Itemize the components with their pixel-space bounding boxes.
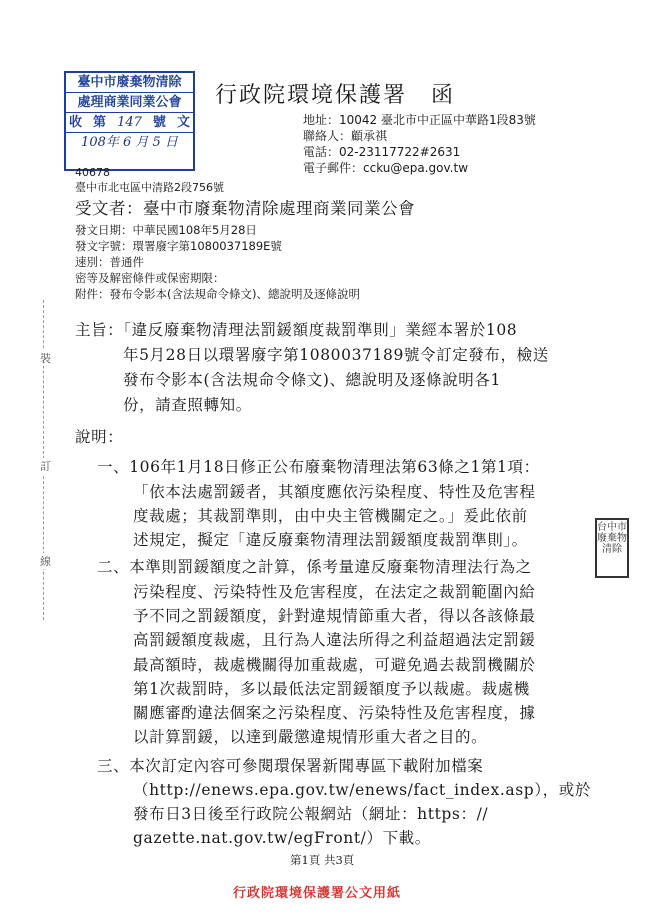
receipt-stamp (64, 71, 195, 171)
stamp-org-line2: 處理商業同業公會 (66, 93, 193, 113)
binding-mark: 線 (40, 555, 51, 568)
explanation-item3-line: （http://enews.epa.gov.tw/enews/fact_index.asp），或於 (133, 781, 591, 799)
recipient: 受文者：臺中市廢棄物清除處理商業同業公會 (75, 199, 415, 218)
binding-mark: 訂 (40, 460, 51, 473)
explanation-item3-line: gazette.nat.gov.tw/egFront/）下載。 (133, 829, 431, 847)
explanation-item2-line: 第1次裁罰時，多以最低法定罰鍰額度予以裁處。裁處機 (133, 680, 530, 698)
explanation-item2-line: 最高額時，裁處機關得加重裁處，可避免過去裁罰機關於 (133, 656, 536, 674)
stamp-handwritten-date: 108年 6 月 5 日 (81, 135, 178, 150)
contact-person: 聯絡人：顧承祺 (303, 129, 388, 143)
delivery-speed: 速別：普通件 (75, 255, 144, 269)
mailing-address: 臺中市北屯區中清路2段756號 (75, 181, 224, 194)
perforation-seal: 台中市廢棄物清除 (595, 518, 629, 578)
explanation-item3-line: 三、本次訂定內容可參閱環保署新聞專區下載附加檔案 (97, 757, 484, 775)
explanation-item2-line: 關應審酌違法個案之污染程度、污染特性及危害程度，據 (133, 704, 536, 722)
explanation-item2-line: 污染程度、污染特性及危害程度，在法定之裁罰範圍內給 (133, 583, 536, 601)
explanation-item1-line: 述規定，擬定「違反廢棄物清理法罰鍰額度裁罰準則」。 (133, 531, 528, 549)
contact-email: 電子郵件：ccku@epa.gov.tw (303, 161, 469, 175)
explanation-item1-line: 一、106年1月18日修正公布廢棄物清理法第63條之1第1項： (97, 458, 540, 476)
subject-line: 發布令影本(含法規命令條文)、總說明及逐條說明各1 (123, 371, 501, 389)
explanation-item2-line: 予不同之罰鍰額度，針對違規情節重大者，得以各該條最 (133, 607, 536, 625)
explanation-item2-line: 以計算罰鍰，以達到嚴懲違規情形重大者之目的。 (133, 728, 488, 746)
contact-phone: 電話：02-23117722#2631 (303, 145, 461, 159)
explanation-item2-line: 高罰鍰額度裁處，且行為人違法所得之利益超過法定罰鍰 (133, 631, 536, 649)
explanation-item3-line: 發布日3日後至行政院公報網站（網址：https：// (133, 805, 489, 823)
explanation-item2-line: 二、本準則罰鍰額度之計算，係考量違反廢棄物清理法行為之 (97, 558, 532, 576)
stamp-receipt-number: 收 第 147 號 文 (66, 113, 193, 133)
subject-line: 份，請查照轉知。 (123, 396, 252, 414)
stamp-org-line1: 臺中市廢棄物清除 (66, 73, 193, 93)
explanation-item1-line: 「依本法處罰鍰者，其額度應依污染程度、特性及危害程 (133, 483, 536, 501)
subject-line: 主旨：「違反廢棄物清理法罰鍰額度裁罰準則」業經本署於108 (75, 321, 518, 339)
explanation-heading: 說明： (75, 428, 124, 446)
confidentiality: 密等及解密條件或保密期限： (75, 271, 225, 285)
explanation-item1-line: 度裁處；其裁罰準則，由中央主管機關定之。」爰此依前 (133, 507, 528, 525)
issue-number: 發文字號：環署廢字第1080037189E號 (75, 239, 282, 253)
official-paper-label: 行政院環境保護署公文用紙 (233, 886, 402, 901)
document-title: 行政院環境保護署 函 (215, 83, 456, 108)
page-number: 第1頁 共3頁 (290, 853, 355, 867)
binding-mark: 裝 (40, 352, 51, 365)
stamp-handwritten-number: 147 (117, 115, 142, 130)
issue-date: 發文日期：中華民國108年5月28日 (75, 223, 257, 237)
attachments: 附件：發布令影本(含法規命令條文)、總說明及逐條說明 (75, 287, 360, 301)
mailing-zip: 40678 (75, 166, 110, 179)
contact-address: 地址：10042 臺北市中正區中華路1段83號 (303, 113, 536, 127)
subject-line: 年5月28日以環署廢字第1080037189號令訂定發布，檢送 (123, 346, 549, 364)
